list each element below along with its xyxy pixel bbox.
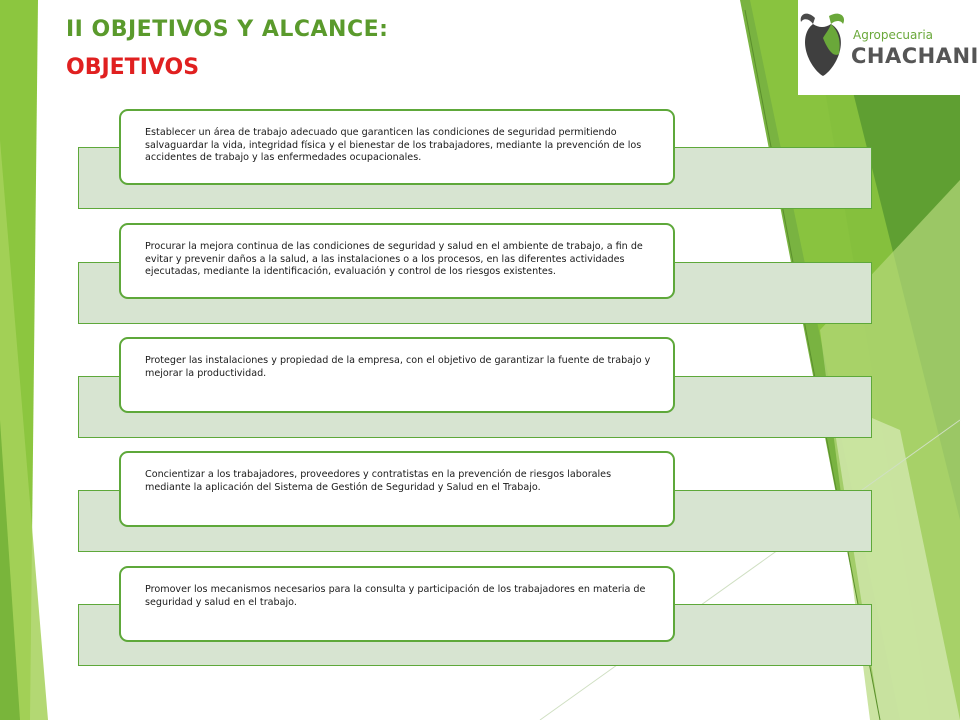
- logo-name: CHACHANI: [851, 44, 979, 68]
- objective-card: Promover los mecanismos necesarios para la consulta y participación de los trabajadores en materia de seguridad y salud en el trabajo.: [119, 566, 675, 642]
- bull-head-icon: [795, 8, 851, 80]
- objective-card: Concientizar a los trabajadores, proveedores y contratistas en la prevención de riesgos laborales mediante la aplicación del Sistema de Gestión de Seguridad y Salud en el Trabajo.: [119, 451, 675, 527]
- slide-subtitle: OBJETIVOS: [66, 55, 200, 80]
- objective-card: Proteger las instalaciones y propiedad de la empresa, con el objetivo de garantizar la fuente de trabajo y mejorar la productividad.: [119, 337, 675, 413]
- logo-small-text: Agropecuaria: [853, 28, 934, 42]
- objective-card: Establecer un área de trabajo adecuado que garanticen las condiciones de seguridad permitiendo salvaguardar la vida, integridad física y el bienestar de los trabajadores, mediante la prevención de los accidentes de trabajo y las enfermedades ocupacionales.: [119, 109, 675, 185]
- objective-card: Procurar la mejora continua de las condiciones de seguridad y salud en el ambiente de trabajo, a fin de evitar y prevenir daños a la salud, a las instalaciones o a los procesos, en las diferentes actividades ejecutadas, mediante la identificación, evaluación y control de los riesgos existentes.: [119, 223, 675, 299]
- slide-title: II OBJETIVOS Y ALCANCE:: [66, 17, 389, 42]
